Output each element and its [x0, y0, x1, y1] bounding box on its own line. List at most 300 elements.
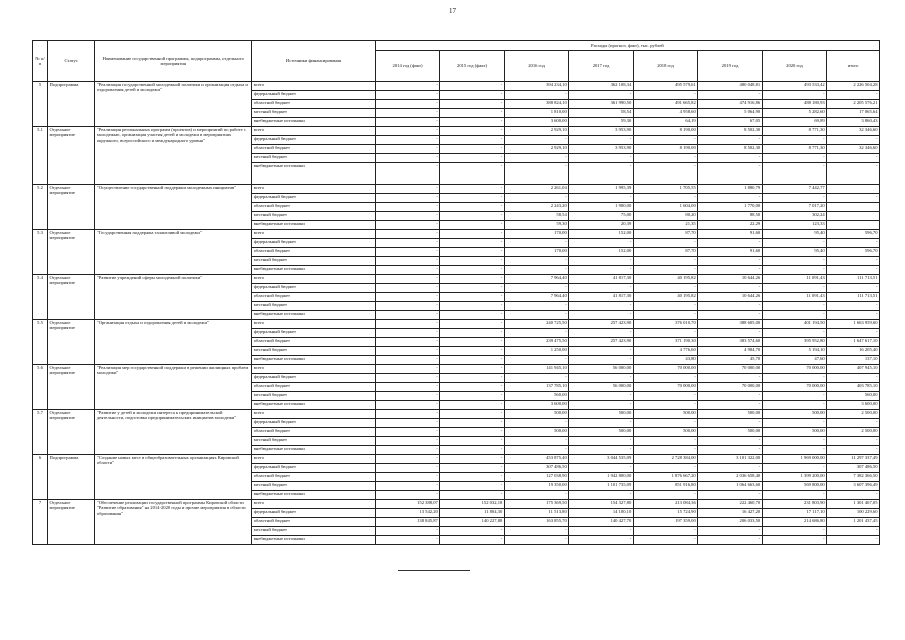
amount-cell: -	[569, 239, 633, 248]
amount-cell: -	[569, 266, 633, 275]
amount-cell: -	[375, 455, 439, 464]
amount-cell: -	[504, 311, 568, 320]
amount-cell: 40 195,82	[633, 293, 697, 302]
amount-cell: -	[440, 136, 504, 145]
amount-cell: -	[440, 320, 504, 329]
amount-cell: 8 190,00	[633, 145, 697, 154]
row-number: 5.6	[33, 365, 48, 410]
total-cell: 7 382 366,50	[827, 473, 880, 482]
amount-cell: 8 771,30	[762, 145, 826, 154]
amount-cell: 3 953,90	[569, 127, 633, 136]
amount-cell: 4 958,60	[633, 109, 697, 118]
amount-cell: -	[375, 329, 439, 338]
funding-source: внебюджетные источники	[252, 446, 376, 455]
amount-cell: 8 190,00	[633, 127, 697, 136]
amount-cell: 1 880,79	[698, 185, 762, 194]
amount-cell: -	[762, 311, 826, 320]
amount-cell: -	[375, 230, 439, 239]
amount-cell: -	[504, 163, 568, 185]
amount-cell: -	[504, 329, 568, 338]
amount-cell: 569 800,00	[762, 482, 826, 491]
amount-cell: 3 044 535,09	[569, 455, 633, 464]
funding-source: федеральный бюджет	[252, 194, 376, 203]
amount-cell: -	[762, 136, 826, 145]
header-year: 2017 год	[569, 51, 633, 82]
amount-cell: -	[633, 419, 697, 428]
amount-cell: 17 117,10	[762, 509, 826, 518]
amount-cell: 152 388,07	[375, 500, 439, 509]
amount-cell: 123,33	[762, 221, 826, 230]
amount-cell: -	[375, 118, 439, 127]
amount-cell: -	[440, 311, 504, 320]
amount-cell: 137 785,10	[504, 383, 568, 392]
amount-cell: -	[698, 163, 762, 185]
funding-source: федеральный бюджет	[252, 419, 376, 428]
amount-cell: -	[440, 230, 504, 239]
amount-cell: -	[375, 163, 439, 185]
amount-cell: -	[504, 257, 568, 266]
amount-cell: 95,40	[762, 248, 826, 257]
amount-cell: 395 952,80	[762, 338, 826, 347]
table-row	[33, 320, 880, 329]
funding-source: внебюджетные источники	[252, 536, 376, 545]
amount-cell: -	[375, 91, 439, 100]
funding-source: областной бюджет	[252, 100, 376, 109]
amount-cell: -	[375, 136, 439, 145]
amount-cell: -	[698, 491, 762, 500]
total-cell: -	[827, 446, 880, 455]
amount-cell: -	[569, 136, 633, 145]
amount-cell: -	[440, 464, 504, 473]
amount-cell: -	[762, 163, 826, 185]
amount-cell: -	[762, 536, 826, 545]
funding-source: федеральный бюджет	[252, 284, 376, 293]
header-year: 2020 год	[762, 51, 826, 82]
amount-cell: 206 033,50	[698, 518, 762, 527]
amount-cell: 257 423,90	[569, 320, 633, 329]
amount-cell: -	[698, 257, 762, 266]
funding-source: областной бюджет	[252, 203, 376, 212]
row-status: Отдельное мероприятие	[48, 127, 95, 185]
total-cell: 1 201 437,45	[827, 518, 880, 527]
amount-cell: -	[762, 374, 826, 383]
amount-cell: 500,00	[698, 410, 762, 419]
row-number: 5.4	[33, 275, 48, 320]
amount-cell: -	[504, 239, 568, 248]
table-row	[33, 365, 880, 374]
table-row	[33, 500, 880, 509]
amount-cell: -	[569, 154, 633, 163]
amount-cell: 1 969 000,00	[762, 455, 826, 464]
amount-cell: -	[375, 194, 439, 203]
amount-cell: -	[698, 154, 762, 163]
funding-source: местный бюджет	[252, 212, 376, 221]
total-cell: 2 500,00	[827, 428, 880, 437]
amount-cell: 257 423,90	[569, 338, 633, 347]
amount-cell: 175 369,50	[504, 500, 568, 509]
row-number: 6	[33, 455, 48, 500]
amount-cell: -	[375, 248, 439, 257]
total-cell: -	[827, 239, 880, 248]
amount-cell: -	[633, 491, 697, 500]
amount-cell: 59,30	[504, 221, 568, 230]
row-status: Отдельное мероприятие	[48, 185, 95, 230]
row-name: "Развитие учреждений сферы молодежной политики"	[95, 275, 252, 320]
total-cell: -	[827, 257, 880, 266]
amount-cell: 91,60	[698, 230, 762, 239]
amount-cell: -	[698, 284, 762, 293]
amount-cell: 500,00	[633, 410, 697, 419]
amount-cell: -	[762, 329, 826, 338]
amount-cell: 851 916,80	[633, 482, 697, 491]
amount-cell: -	[375, 154, 439, 163]
header-year: 2015 год (факт)	[440, 51, 504, 82]
amount-cell: 2 929,10	[504, 127, 568, 136]
amount-cell: 474 916,86	[698, 100, 762, 109]
amount-cell: -	[633, 536, 697, 545]
amount-cell: -	[633, 392, 697, 401]
row-name: "Обеспечение реализации государственной программы Кировской области "Развитие образования" на 2014-2020 годы и прочие мероприятия в области образования"	[95, 500, 252, 545]
header-name: Наименование государственной программы, подпрограммы, отдельного мероприятия	[95, 41, 252, 82]
amount-cell: -	[569, 257, 633, 266]
total-cell: 32 346,60	[827, 145, 880, 154]
funding-source: местный бюджет	[252, 482, 376, 491]
amount-cell: -	[762, 239, 826, 248]
amount-cell: -	[633, 194, 697, 203]
row-name: "Реализация государственной молодежной политики и организация отдыха и оздоровления детей и молодежи"	[95, 82, 252, 127]
amount-cell: 41 817,30	[569, 275, 633, 284]
amount-cell: 58,54	[504, 212, 568, 221]
table-row	[33, 455, 880, 464]
amount-cell: -	[504, 356, 568, 365]
funding-source: федеральный бюджет	[252, 91, 376, 100]
amount-cell: 3 600,00	[504, 118, 568, 127]
funding-source: внебюджетные источники	[252, 163, 376, 185]
funding-source: всего	[252, 365, 376, 374]
amount-cell: -	[375, 401, 439, 410]
amount-cell: -	[440, 356, 504, 365]
amount-cell: -	[375, 464, 439, 473]
amount-cell: 11 804,30	[440, 509, 504, 518]
total-cell: -	[827, 136, 880, 145]
total-cell: -	[827, 311, 880, 320]
total-cell: 111 713,51	[827, 293, 880, 302]
amount-cell: -	[440, 154, 504, 163]
amount-cell: 19 350,00	[504, 482, 568, 491]
amount-cell: 3 101 322,00	[698, 455, 762, 464]
amount-cell: -	[440, 347, 504, 356]
amount-cell: 64,19	[633, 118, 697, 127]
amount-cell: -	[375, 109, 439, 118]
funding-source: областной бюджет	[252, 293, 376, 302]
amount-cell: -	[440, 163, 504, 185]
amount-cell: 2 929,10	[504, 145, 568, 154]
amount-cell: -	[569, 302, 633, 311]
table-row	[33, 82, 880, 91]
amount-cell: -	[698, 527, 762, 536]
amount-cell: 70 000,00	[698, 365, 762, 374]
amount-cell: 500,00	[569, 410, 633, 419]
amount-cell: 141 945,10	[504, 365, 568, 374]
total-cell: -	[827, 266, 880, 275]
amount-cell: -	[375, 392, 439, 401]
header-year: 2014 год (факт)	[375, 51, 439, 82]
page-number: 17	[449, 7, 456, 15]
amount-cell: 491 665,82	[633, 100, 697, 109]
amount-cell: -	[569, 163, 633, 185]
row-number: 5	[33, 82, 48, 127]
row-status: Отдельное мероприятие	[48, 500, 95, 545]
amount-cell: 7 017,20	[762, 203, 826, 212]
amount-cell: -	[569, 527, 633, 536]
amount-cell: -	[698, 194, 762, 203]
amount-cell: 8 771,30	[762, 127, 826, 136]
amount-cell: 91,60	[698, 248, 762, 257]
amount-cell: -	[375, 221, 439, 230]
amount-cell: -	[633, 302, 697, 311]
amount-cell: 1 770,00	[698, 203, 762, 212]
total-cell: 111 713,51	[827, 275, 880, 284]
row-name: "Создание новых мест в общеобразовательных организациях Кировской области"	[95, 455, 252, 500]
total-cell	[827, 221, 880, 230]
row-number: 5.1	[33, 127, 48, 185]
amount-cell: 401 194,50	[762, 320, 826, 329]
amount-cell: -	[762, 284, 826, 293]
table-row	[33, 230, 880, 239]
amount-cell: 154 327,80	[569, 500, 633, 509]
total-cell: 1 663 959,60	[827, 320, 880, 329]
amount-cell: -	[440, 221, 504, 230]
funding-source: федеральный бюджет	[252, 329, 376, 338]
amount-cell: 2 728 384,00	[633, 455, 697, 464]
amount-cell: -	[375, 473, 439, 482]
amount-cell: -	[375, 428, 439, 437]
funding-source: внебюджетные источники	[252, 356, 376, 365]
funding-source: всего	[252, 127, 376, 136]
amount-cell: 500,00	[698, 428, 762, 437]
total-cell: 3 607 396,49	[827, 482, 880, 491]
amount-cell: 500,00	[633, 428, 697, 437]
amount-cell: 11 091,43	[762, 293, 826, 302]
amount-cell: 47,60	[762, 356, 826, 365]
amount-cell: -	[375, 284, 439, 293]
amount-cell: 70 000,00	[633, 365, 697, 374]
amount-cell: -	[440, 329, 504, 338]
amount-cell: -	[698, 536, 762, 545]
amount-cell: -	[440, 118, 504, 127]
amount-cell: -	[440, 100, 504, 109]
amount-cell: 95,40	[762, 230, 826, 239]
amount-cell: -	[440, 275, 504, 284]
amount-cell: -	[375, 437, 439, 446]
amount-cell: -	[375, 536, 439, 545]
bottom-separator	[398, 570, 470, 571]
amount-cell: 67,05	[698, 118, 762, 127]
row-number: 5.2	[33, 185, 48, 230]
amount-cell: 1 604,00	[633, 203, 697, 212]
amount-cell: 8 502,30	[698, 127, 762, 136]
amount-cell: 170,00	[504, 248, 568, 257]
amount-cell: 70 000,00	[762, 383, 826, 392]
row-name: "Реализация региональных программ (проектов) и мероприятий по работе с молодежью, организация участия детей и молодежи в мероприятиях окружного, всероссийского и международного уровня"	[95, 127, 252, 185]
amount-cell: -	[698, 136, 762, 145]
amount-cell: -	[504, 136, 568, 145]
amount-cell: -	[698, 437, 762, 446]
amount-cell: -	[569, 419, 633, 428]
amount-cell: 10 644,26	[698, 275, 762, 284]
total-cell: 2 226 504,28	[827, 82, 880, 91]
amount-cell: 495 579,61	[633, 82, 697, 91]
funding-source: всего	[252, 185, 376, 194]
amount-cell: 7 442,77	[762, 185, 826, 194]
amount-cell: -	[504, 419, 568, 428]
amount-cell: -	[375, 212, 439, 221]
amount-cell: 56 000,00	[569, 383, 633, 392]
table-row	[33, 275, 880, 284]
amount-cell: -	[440, 293, 504, 302]
amount-cell: -	[569, 347, 633, 356]
total-cell: -	[827, 437, 880, 446]
amount-cell: -	[440, 284, 504, 293]
amount-cell: 140 427,70	[569, 518, 633, 527]
amount-cell: -	[440, 239, 504, 248]
funding-source: всего	[252, 455, 376, 464]
funding-source: областной бюджет	[252, 428, 376, 437]
amount-cell: -	[762, 491, 826, 500]
amount-cell: -	[633, 311, 697, 320]
amount-cell: -	[375, 419, 439, 428]
amount-cell: 493 533,42	[762, 82, 826, 91]
funding-source: местный бюджет	[252, 392, 376, 401]
total-cell: 3 600,00	[827, 401, 880, 410]
amount-cell: -	[633, 257, 697, 266]
amount-cell: -	[569, 464, 633, 473]
funding-source: местный бюджет	[252, 109, 376, 118]
amount-cell: -	[440, 455, 504, 464]
row-number: 5.5	[33, 320, 48, 365]
amount-cell: -	[569, 91, 633, 100]
amount-cell: 500,00	[504, 410, 568, 419]
funding-source: местный бюджет	[252, 302, 376, 311]
header-expenses: Расходы (прогноз, факт), тыс. рублей	[375, 41, 879, 51]
amount-cell: -	[633, 329, 697, 338]
total-cell: 16 205,40	[827, 347, 880, 356]
amount-cell: 213 084,36	[633, 500, 697, 509]
amount-cell: -	[633, 266, 697, 275]
funding-source: всего	[252, 500, 376, 509]
funding-source: внебюджетные источники	[252, 311, 376, 320]
amount-cell: 383 574,60	[698, 338, 762, 347]
amount-cell: -	[633, 401, 697, 410]
amount-cell: -	[569, 401, 633, 410]
amount-cell: 1 064 663,60	[698, 482, 762, 491]
amount-cell: 376 010,70	[633, 320, 697, 329]
row-number: 5.7	[33, 410, 48, 455]
funding-source: областной бюджет	[252, 338, 376, 347]
amount-cell: -	[569, 437, 633, 446]
amount-cell: -	[504, 266, 568, 275]
amount-cell: 302,24	[762, 212, 826, 221]
amount-cell: 75,00	[569, 212, 633, 221]
amount-cell: 488 180,93	[762, 100, 826, 109]
amount-cell: 500,00	[762, 410, 826, 419]
amount-cell: -	[440, 248, 504, 257]
amount-cell: 1 995,39	[569, 185, 633, 194]
amount-cell: -	[633, 136, 697, 145]
funding-source: внебюджетные источники	[252, 118, 376, 127]
amount-cell: -	[698, 464, 762, 473]
row-status: Отдельное мероприятие	[48, 230, 95, 275]
amount-cell: 5 064,90	[698, 109, 762, 118]
total-cell: -	[827, 91, 880, 100]
amount-cell: 231 803,90	[762, 500, 826, 509]
header-no: № п/п	[33, 41, 48, 82]
total-cell: 3 860,43	[827, 118, 880, 127]
amount-cell: 1 101 735,09	[569, 482, 633, 491]
funding-source: федеральный бюджет	[252, 239, 376, 248]
amount-cell: -	[698, 91, 762, 100]
amount-cell: -	[440, 109, 504, 118]
amount-cell: -	[762, 446, 826, 455]
amount-cell: -	[440, 145, 504, 154]
amount-cell: 11 513,80	[504, 509, 568, 518]
amount-cell: 59,30	[569, 118, 633, 127]
amount-cell: -	[440, 203, 504, 212]
amount-cell: -	[440, 527, 504, 536]
funding-source: внебюджетные источники	[252, 401, 376, 410]
total-cell	[827, 212, 880, 221]
amount-cell: -	[762, 401, 826, 410]
amount-cell: 41 817,30	[569, 293, 633, 302]
amount-cell: -	[633, 374, 697, 383]
amount-cell: -	[440, 257, 504, 266]
amount-cell: -	[440, 482, 504, 491]
amount-cell: -	[698, 311, 762, 320]
total-cell: 1 647 617,10	[827, 338, 880, 347]
funding-source: внебюджетные источники	[252, 266, 376, 275]
amount-cell: 56 000,00	[569, 365, 633, 374]
amount-cell: -	[375, 365, 439, 374]
amount-cell: -	[440, 302, 504, 311]
funding-source: местный бюджет	[252, 154, 376, 163]
amount-cell: -	[375, 482, 439, 491]
amount-cell: -	[440, 410, 504, 419]
row-number: 5.3	[33, 230, 48, 275]
total-cell: -	[827, 329, 880, 338]
amount-cell: 170,00	[504, 230, 568, 239]
amount-cell: 8 502,30	[698, 145, 762, 154]
amount-cell: 87,70	[633, 230, 697, 239]
amount-cell: -	[440, 266, 504, 275]
amount-cell: -	[633, 437, 697, 446]
amount-cell: -	[375, 491, 439, 500]
amount-cell: -	[375, 374, 439, 383]
total-cell: -	[827, 419, 880, 428]
amount-cell: -	[504, 374, 568, 383]
total-cell: 32 346,60	[827, 127, 880, 136]
funding-source: областной бюджет	[252, 248, 376, 257]
amount-cell: 388 824,10	[504, 100, 568, 109]
amount-cell: -	[762, 392, 826, 401]
amount-cell: -	[698, 374, 762, 383]
amount-cell: 80,20	[633, 212, 697, 221]
funding-source: областной бюджет	[252, 473, 376, 482]
amount-cell: 1 250,00	[504, 347, 568, 356]
amount-cell: -	[698, 392, 762, 401]
amount-cell: -	[375, 82, 439, 91]
table-row	[33, 185, 880, 194]
amount-cell: -	[440, 446, 504, 455]
